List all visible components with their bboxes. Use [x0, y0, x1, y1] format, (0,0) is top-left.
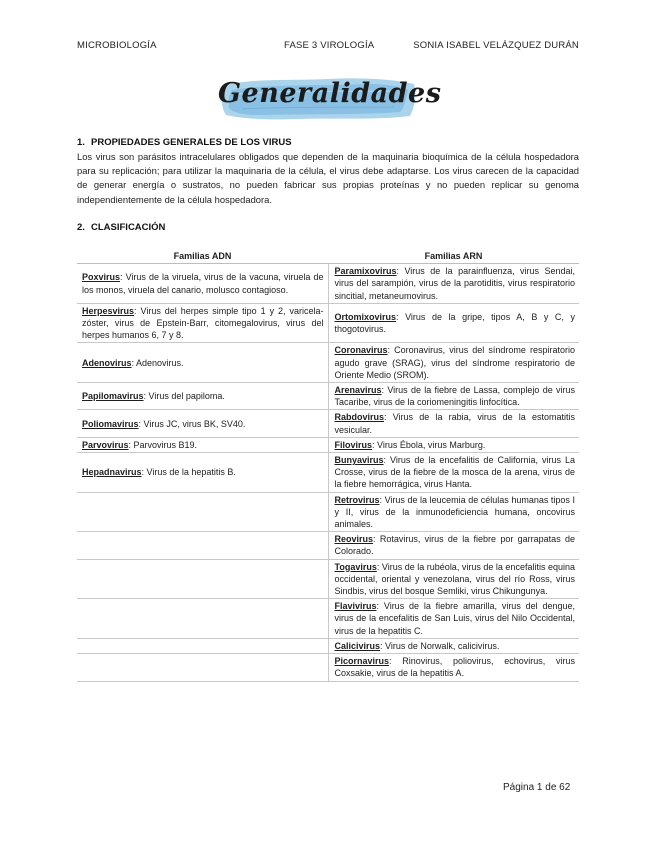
rna-family-cell: [328, 410, 579, 437]
family-examples: : Virus del papiloma.: [143, 391, 225, 402]
dna-family-cell: [77, 532, 328, 559]
dna-family-cell: [77, 492, 328, 532]
rna-family-cell: [328, 654, 579, 681]
family-examples: : Parvovirus B19.: [128, 439, 198, 450]
dna-family-cell: [77, 453, 328, 493]
family-name: Coronavirus: [334, 345, 388, 356]
family-name: Calicivirus: [334, 640, 381, 651]
family-name: Flavivirus: [334, 601, 377, 612]
family-examples: : Virus Ébola, virus Marburg.: [372, 439, 486, 450]
rna-family-cell: [328, 303, 579, 343]
section-2-number: 2.: [77, 222, 85, 233]
family-examples: : Virus de la viruela, virus de la vacuna, viruela de los monos, viruela del canario, molusco contagioso.: [82, 272, 324, 295]
rna-family-cell: [328, 532, 579, 559]
family-examples: : Virus de la rubéola, virus de la encefalitis equina occidental, oriental y venezolana, virus del río Ross, virus Sindbis, virus del bosque Semliki, virus Chikungunya.: [334, 561, 575, 597]
section-1-paragraph: Los virus son parásitos intracelulares obligados que dependen de la maquinaria bioquímica de la célula hospedadora para su replicación; para utilizar la maquinaria de la célula, el virus debe adaptarse. Los virus carecen de la capacidad de generar energía o sustratos, no pueden fabricar sus propias proteínas y no pueden replicar su genoma independientemente de la célula hospedadora.: [77, 151, 579, 205]
rna-family-cell: [328, 599, 579, 639]
dna-family-cell: [77, 437, 328, 452]
family-examples: : Virus de la fiebre amarilla, virus del dengue, virus de la encefalitis de San Luis, virus del Nilo Occidental, virus de la hepatitis C.: [334, 601, 575, 636]
family-name: Papilomavirus: [82, 391, 144, 402]
section-2-heading: [77, 222, 165, 233]
rna-family-cell: [328, 453, 579, 493]
family-name: Retrovirus: [334, 494, 380, 505]
family-examples: : Virus JC, virus BK, SV40.: [138, 418, 246, 429]
family-examples: : Virus de la leucemia de células humanas tipos I y II, virus de la inmunodeficiencia humana, oncovirus animales.: [334, 494, 575, 530]
family-name: Parvovirus: [82, 439, 129, 450]
family-examples: : Virus de la parainfluenza, virus Sendai, virus del sarampión, virus de la parotiditis, virus respiratorio sincitial, metaneumovirus.: [334, 266, 575, 301]
table-row: [77, 599, 579, 639]
table-row: [77, 532, 579, 559]
family-examples: : Coronavirus, virus del síndrome respiratorio agudo grave (SRAG), virus del síndrome respiratorio de Oriente Medio (SROM).: [334, 345, 575, 380]
family-name: Poxvirus: [82, 272, 121, 283]
column-header-dna: Familias ADN: [77, 249, 328, 264]
family-name: Ortomixovirus: [334, 311, 397, 322]
family-examples: : Virus de Norwalk, calicivirus.: [380, 640, 500, 651]
family-name: Filovirus: [334, 439, 373, 450]
family-examples: : Virus del herpes simple tipo 1 y 2, varicela-zóster, virus de Epstein-Barr, citomegalovirus, virus del herpes humanos 6, 7 y 8.: [82, 305, 324, 341]
family-examples: : Virus de la hepatitis B.: [141, 467, 236, 478]
dna-family-cell: [77, 383, 328, 410]
family-name: Rabdovirus: [334, 412, 385, 423]
table-row: [77, 343, 579, 383]
section-1-number: 1.: [77, 137, 85, 148]
dna-family-cell: [77, 410, 328, 437]
family-name: Togavirus: [334, 561, 377, 572]
section-2-title: CLASIFICACIÓN: [91, 222, 166, 233]
table-row: [77, 559, 579, 599]
family-name: Hepadnavirus: [82, 467, 142, 478]
page-number: Página 1 de 62: [503, 782, 571, 793]
family-examples: : Rotavirus, virus de la fiebre por garrapatas de Colorado.: [334, 534, 575, 557]
family-examples: : Virus de la gripe, tipos A, B y C, y thogotovirus.: [334, 311, 575, 335]
family-examples: : Virus de la fiebre de Lassa, complejo de virus Tacaribe, virus de la coriomeningitis linfocítica.: [334, 385, 575, 408]
rna-family-cell: [328, 264, 579, 304]
rna-family-cell: [328, 343, 579, 383]
family-examples: : Virus de la encefalitis de California, virus La Crosse, virus de la fiebre de la mosca de la arena, virus de la fiebre hemorrágica, virus Hanta.: [334, 455, 575, 490]
dna-family-cell: [77, 264, 328, 304]
classification-table: [77, 249, 579, 682]
table-row: [77, 638, 579, 653]
dna-family-cell: [77, 343, 328, 383]
document-title: Generalidades: [218, 78, 442, 109]
dna-family-cell: [77, 654, 328, 681]
family-name: Arenavirus: [334, 385, 382, 396]
table-row: [77, 303, 579, 343]
header-subject: MICROBIOLOGÍA: [77, 40, 157, 51]
family-examples: : Virus de la rabia, virus de la estomatitis vesicular.: [334, 412, 575, 435]
table-row: [77, 492, 579, 532]
family-name: Poliomavirus: [82, 418, 139, 429]
header-author: SONIA ISABEL VELÁZQUEZ DURÁN: [413, 40, 579, 51]
dna-family-cell: [77, 638, 328, 653]
family-name: Picornavirus: [334, 656, 390, 667]
table-row: [77, 453, 579, 493]
family-name: Reovirus: [334, 534, 374, 545]
table-row: [77, 437, 579, 452]
family-examples: : Rinovirus, poliovirus, echovirus, virus Coxsakie, virus de la hepatitis A.: [334, 656, 575, 679]
family-examples: : Adenovirus.: [131, 357, 184, 368]
table-row: [77, 264, 579, 304]
column-header-rna: Familias ARN: [328, 249, 579, 264]
page-header: [77, 40, 579, 54]
family-name: Adenovirus: [82, 357, 132, 368]
rna-family-cell: [328, 383, 579, 410]
dna-family-cell: [77, 559, 328, 599]
family-name: Herpesvirus: [82, 305, 135, 316]
rna-family-cell: [328, 492, 579, 532]
rna-family-cell: [328, 638, 579, 653]
rna-family-cell: [328, 559, 579, 599]
table-row: [77, 383, 579, 410]
dna-family-cell: [77, 303, 328, 343]
rna-family-cell: [328, 437, 579, 452]
section-1-title: PROPIEDADES GENERALES DE LOS VIRUS: [91, 137, 292, 148]
dna-family-cell: [77, 599, 328, 639]
table-header-row: [77, 249, 579, 264]
title-banner: [218, 72, 442, 124]
table-row: [77, 654, 579, 681]
family-name: Paramixovirus: [334, 266, 397, 277]
section-1-heading: [77, 137, 292, 148]
header-unit: FASE 3 VIROLOGÍA: [284, 40, 375, 51]
family-name: Bunyavirus: [334, 455, 384, 466]
table-row: [77, 410, 579, 437]
